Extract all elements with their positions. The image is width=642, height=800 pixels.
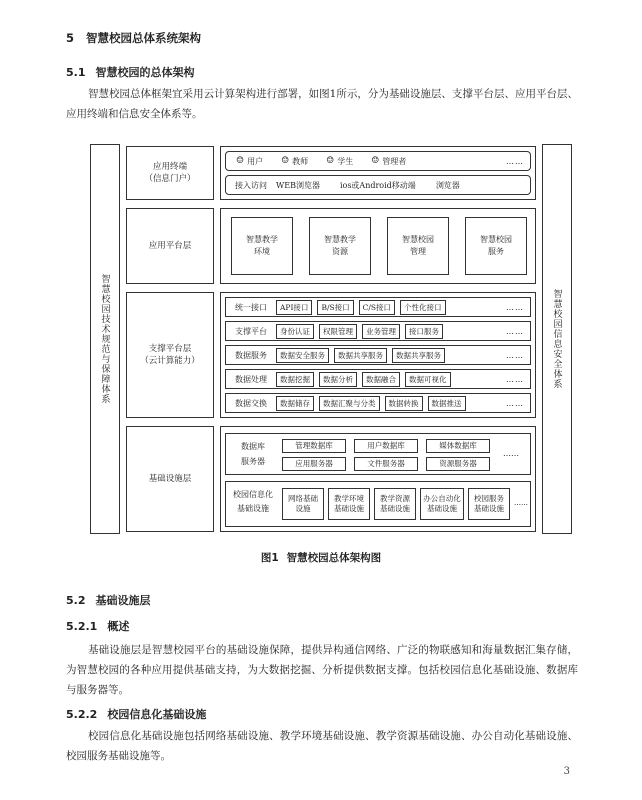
support-chip: 数据共享服务 bbox=[392, 348, 445, 363]
figure-caption bbox=[0, 550, 642, 565]
section-heading-5-1 bbox=[66, 64, 195, 80]
support-chip: 数据融合 bbox=[362, 372, 400, 387]
support-chip: 数据共享服务 bbox=[334, 348, 387, 363]
support-chip: API接口 bbox=[276, 300, 312, 315]
person-icon: ☺ bbox=[371, 156, 380, 166]
access-item: ios或Android移动端 bbox=[339, 180, 416, 190]
person-icon: ☺ bbox=[236, 156, 245, 166]
support-row-processing bbox=[225, 369, 531, 389]
ellipsis: …… bbox=[506, 350, 524, 360]
row-label: 数据库 bbox=[241, 442, 265, 451]
user-tag bbox=[236, 156, 263, 167]
infra-db-server-row bbox=[225, 433, 531, 475]
app-panel bbox=[220, 208, 536, 284]
user-label: 学生 bbox=[337, 156, 354, 166]
support-chip: 数据储存 bbox=[276, 396, 314, 411]
section-number: 5.2 bbox=[66, 594, 86, 607]
layer-label-terminal: 应用终端 （信息门户） bbox=[126, 146, 214, 200]
support-chip: 业务管理 bbox=[362, 324, 400, 339]
layer-label-infra: 基础设施层 bbox=[126, 426, 214, 532]
access-item: 浏览器 bbox=[435, 180, 460, 190]
right-side-label: 智慧校园信息安全体系 bbox=[551, 289, 562, 389]
support-chip: 数据推送 bbox=[428, 396, 466, 411]
row-label: 数据服务 bbox=[235, 350, 267, 360]
server-chip: 应用服务器 bbox=[282, 457, 346, 471]
db-chip: 管理数据库 bbox=[282, 439, 346, 453]
support-chip: 数据安全服务 bbox=[276, 348, 329, 363]
support-chip: 个性化接口 bbox=[400, 300, 446, 315]
paragraph-5-2-1: 基础设施层是智慧校园平台的基础设施保障，提供异构通信网络、广泛的物联感知和海量数据汇集存储，为智慧校园的各种应用提供基础支持，为大数据挖掘、分析提供数据支撑。包括校园信息化基础设施、数据库与服务器等。 bbox=[66, 644, 578, 696]
support-row-platform bbox=[225, 321, 531, 341]
access-item: WEB浏览器 bbox=[276, 180, 320, 190]
users-row bbox=[225, 151, 531, 171]
ellipsis: …… bbox=[506, 398, 524, 408]
section-heading-5-2 bbox=[66, 592, 151, 608]
architecture-diagram bbox=[90, 144, 572, 534]
section-heading-5 bbox=[66, 30, 201, 46]
ellipsis: …… bbox=[506, 302, 524, 312]
section-number: 5 bbox=[66, 31, 75, 45]
support-chip: 数据分析 bbox=[319, 372, 357, 387]
support-chip: 接口服务 bbox=[405, 324, 443, 339]
row-label: 数据交换 bbox=[235, 398, 267, 408]
user-label: 管理者 bbox=[382, 156, 407, 166]
access-row bbox=[225, 175, 531, 195]
person-icon: ☺ bbox=[326, 156, 335, 166]
section-heading-5-2-2 bbox=[66, 706, 206, 722]
user-tag bbox=[371, 156, 406, 167]
section-number: 5.2.2 bbox=[66, 708, 98, 721]
layer-label-app: 应用平台层 bbox=[126, 208, 214, 284]
support-row-exchange bbox=[225, 393, 531, 413]
ellipsis: …… bbox=[506, 156, 524, 166]
user-tag bbox=[326, 156, 353, 167]
infra-chip: 网络基础 设施 bbox=[282, 488, 324, 520]
person-icon: ☺ bbox=[281, 156, 290, 166]
db-chip: 媒体数据库 bbox=[426, 439, 490, 453]
server-chip: 资源服务器 bbox=[426, 457, 490, 471]
infra-panel bbox=[220, 426, 536, 532]
server-chip: 文件服务器 bbox=[354, 457, 418, 471]
support-chip: 数据可视化 bbox=[405, 372, 451, 387]
row-label: 接入访问 bbox=[235, 180, 267, 190]
row-label: 数据处理 bbox=[235, 374, 267, 384]
ellipsis: …… bbox=[506, 326, 524, 336]
paragraph-5-2-2: 校园信息化基础设施包括网络基础设施、教学环境基础设施、教学资源基础设施、办公自动化基础设施、校园服务基础设施等。 bbox=[66, 730, 578, 762]
user-label: 用户 bbox=[247, 156, 264, 166]
db-chip: 用户数据库 bbox=[354, 439, 418, 453]
infra-chip: 办公自动化 基础设施 bbox=[420, 488, 464, 520]
support-chip: 数据挖掘 bbox=[276, 372, 314, 387]
support-chip: 权限管理 bbox=[319, 324, 357, 339]
support-chip: C/S接口 bbox=[359, 300, 395, 315]
figure-title: 智慧校园总体架构图 bbox=[286, 552, 382, 564]
page-number: 3 bbox=[563, 766, 570, 777]
support-row-interface bbox=[225, 297, 531, 317]
support-row-data-service bbox=[225, 345, 531, 365]
user-label: 教师 bbox=[292, 156, 309, 166]
layer-label-support: 支撑平台层 （云计算能力） bbox=[126, 292, 214, 418]
user-tag bbox=[281, 156, 308, 167]
section-title: 基础设施层 bbox=[95, 594, 151, 607]
section-title: 校园信息化基础设施 bbox=[107, 708, 207, 721]
app-box: 智慧教学 环境 bbox=[231, 217, 293, 275]
row-label: 校园信息化 基础设施 bbox=[233, 490, 273, 513]
left-side-bar bbox=[90, 144, 120, 534]
infra-chip: 教学资源 基础设施 bbox=[374, 488, 416, 520]
app-box: 智慧校园 服务 bbox=[465, 217, 527, 275]
ellipsis: …… bbox=[514, 499, 528, 507]
row-label: 统一接口 bbox=[235, 302, 267, 312]
section-number: 5.1 bbox=[66, 66, 86, 79]
section-number: 5.2.1 bbox=[66, 620, 98, 633]
infra-campus-row bbox=[225, 481, 531, 527]
support-chip: 身份认证 bbox=[276, 324, 314, 339]
section-title: 概述 bbox=[107, 620, 130, 633]
section-title: 智慧校园的总体架构 bbox=[95, 66, 195, 79]
infra-chip: 教学环境 基础设施 bbox=[328, 488, 370, 520]
support-chip: B/S接口 bbox=[317, 300, 353, 315]
section-heading-5-2-1 bbox=[66, 618, 129, 634]
support-panel bbox=[220, 292, 536, 418]
ellipsis: …… bbox=[506, 374, 524, 384]
figure-number: 图1 bbox=[260, 552, 279, 564]
app-box: 智慧校园 管理 bbox=[387, 217, 449, 275]
support-chip: 数据汇聚与分类 bbox=[319, 396, 380, 411]
right-side-bar bbox=[542, 144, 572, 534]
left-side-label: 智慧校园技术规范与保障体系 bbox=[99, 274, 110, 404]
support-chip: 数据转换 bbox=[385, 396, 423, 411]
ellipsis: …… bbox=[503, 449, 519, 458]
terminal-panel bbox=[220, 146, 536, 200]
intro-paragraph: 智慧校园总体框架宜采用云计算架构进行部署，如图1所示，分为基础设施层、支撑平台层、应用平台层、应用终端和信息安全体系等。 bbox=[66, 88, 578, 120]
row-label: 支撑平台 bbox=[235, 326, 267, 336]
section-title: 智慧校园总体系统架构 bbox=[86, 31, 202, 45]
infra-chip: 校园服务 基础设施 bbox=[468, 488, 510, 520]
app-box: 智慧教学 资源 bbox=[309, 217, 371, 275]
row-label: 服务器 bbox=[241, 457, 265, 466]
